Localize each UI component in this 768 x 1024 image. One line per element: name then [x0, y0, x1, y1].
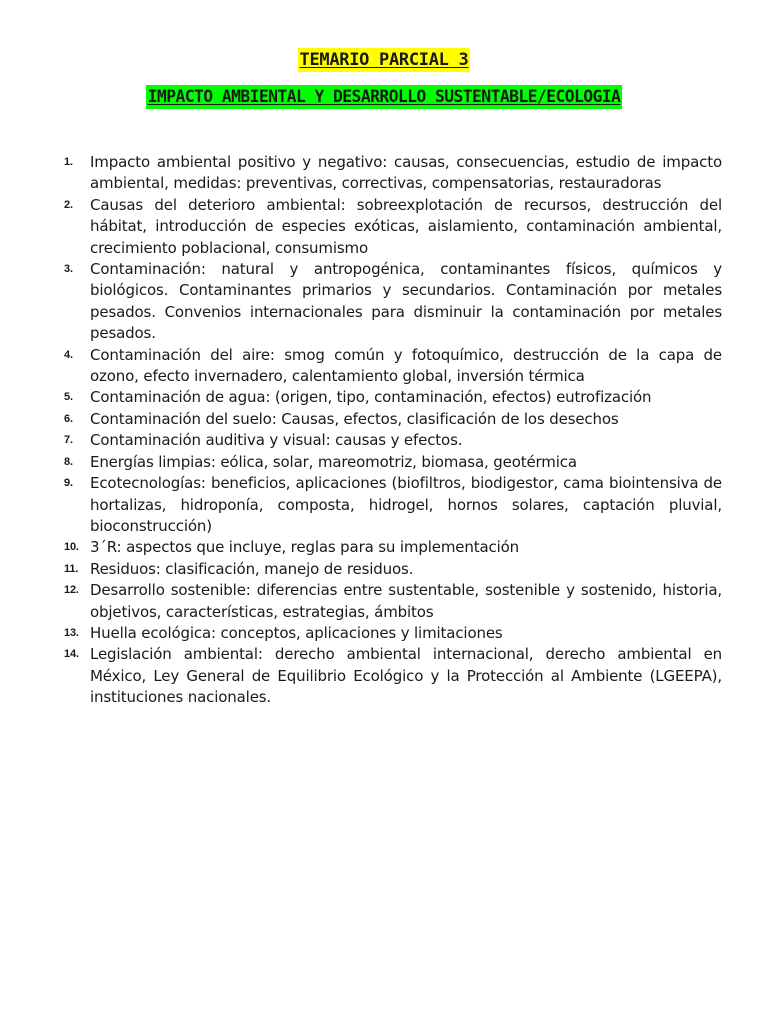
list-item	[64, 644, 722, 708]
list-item	[64, 537, 722, 558]
item-number: 14.	[64, 648, 79, 661]
topic-list	[64, 152, 722, 709]
item-number: 7.	[64, 434, 73, 447]
item-number: 11.	[64, 562, 79, 575]
list-item	[64, 345, 722, 388]
list-item	[64, 452, 722, 473]
list-item	[64, 623, 722, 644]
list-item	[64, 152, 722, 195]
item-number: 5.	[64, 391, 73, 404]
item-number: 12.	[64, 584, 79, 597]
list-item	[64, 409, 722, 430]
item-text: Contaminación: natural y antropogénica, contaminantes físicos, químicos y biológicos. Contaminantes primarios y secundarios. Contaminación por metales pesados. Convenios internacionales para disminuir la contaminación por metales pesados.	[90, 260, 722, 343]
item-text: Ecotecnologías: beneficios, aplicaciones (biofiltros, biodigestor, cama biointensiva de hortalizas, hidroponía, composta, hidrogel, hornos solares, captación pluvial, bioconstrucción)	[90, 474, 722, 535]
item-number: 6.	[64, 412, 73, 425]
item-text: Causas del deterioro ambiental: sobreexplotación de recursos, destrucción del hábitat, introducción de especies exóticas, aislamiento, contaminación ambiental, crecimiento poblacional, consumismo	[90, 195, 722, 257]
item-number: 3.	[64, 263, 73, 276]
item-number: 9.	[64, 477, 73, 490]
item-text: Contaminación auditiva y visual: causas y efectos.	[90, 431, 463, 450]
item-text: Impacto ambiental positivo y negativo: causas, consecuencias, estudio de impacto ambiental, medidas: preventivas, correctivas, compensatorias, restauradoras	[90, 153, 722, 193]
document-title: TEMARIO PARCIAL 3	[299, 50, 469, 70]
item-number: 1.	[64, 156, 73, 168]
item-number: 10.	[64, 541, 79, 554]
list-item	[64, 259, 722, 345]
list-item	[64, 195, 722, 259]
item-text: 3´R: aspectos que incluye, reglas para su implementación	[90, 538, 520, 557]
item-text: Contaminación del suelo: Causas, efectos, clasificación de los desechos	[90, 409, 619, 428]
list-item	[64, 387, 722, 408]
item-text: Residuos: clasificación, manejo de residuos.	[90, 559, 414, 578]
item-text: Contaminación del aire: smog común y fotoquímico, destrucción de la capa de ozono, efecto invernadero, calentamiento global, inversión térmica	[90, 345, 722, 386]
item-number: 4.	[64, 348, 73, 361]
item-number: 13.	[64, 626, 79, 639]
list-item	[64, 580, 722, 623]
item-text: Contaminación de agua: (origen, tipo, contaminación, efectos) eutrofización	[90, 388, 652, 407]
document-subtitle: IMPACTO AMBIENTAL Y DESARROLLO SUSTENTABLE/ECOLOGIA	[146, 85, 623, 109]
item-text: Huella ecológica: conceptos, aplicaciones y limitaciones	[90, 623, 503, 642]
list-item	[64, 430, 722, 451]
list-item	[64, 473, 722, 537]
item-text: Legislación ambiental: derecho ambiental internacional, derecho ambiental en México, Ley General de Equilibrio Ecológico y la Protección al Ambiente (LGEEPA), instituciones nacionales.	[90, 645, 722, 707]
item-text: Desarrollo sostenible: diferencias entre sustentable, sostenible y sostenido, historia, objetivos, características, estrategias, ámbitos	[90, 581, 722, 621]
item-text: Energías limpias: eólica, solar, mareomotriz, biomasa, geotérmica	[90, 452, 577, 471]
item-number: 8.	[64, 455, 73, 468]
subtitle-row	[0, 85, 768, 109]
title-row	[0, 48, 768, 72]
list-item	[64, 559, 722, 580]
item-number: 2.	[64, 198, 73, 211]
